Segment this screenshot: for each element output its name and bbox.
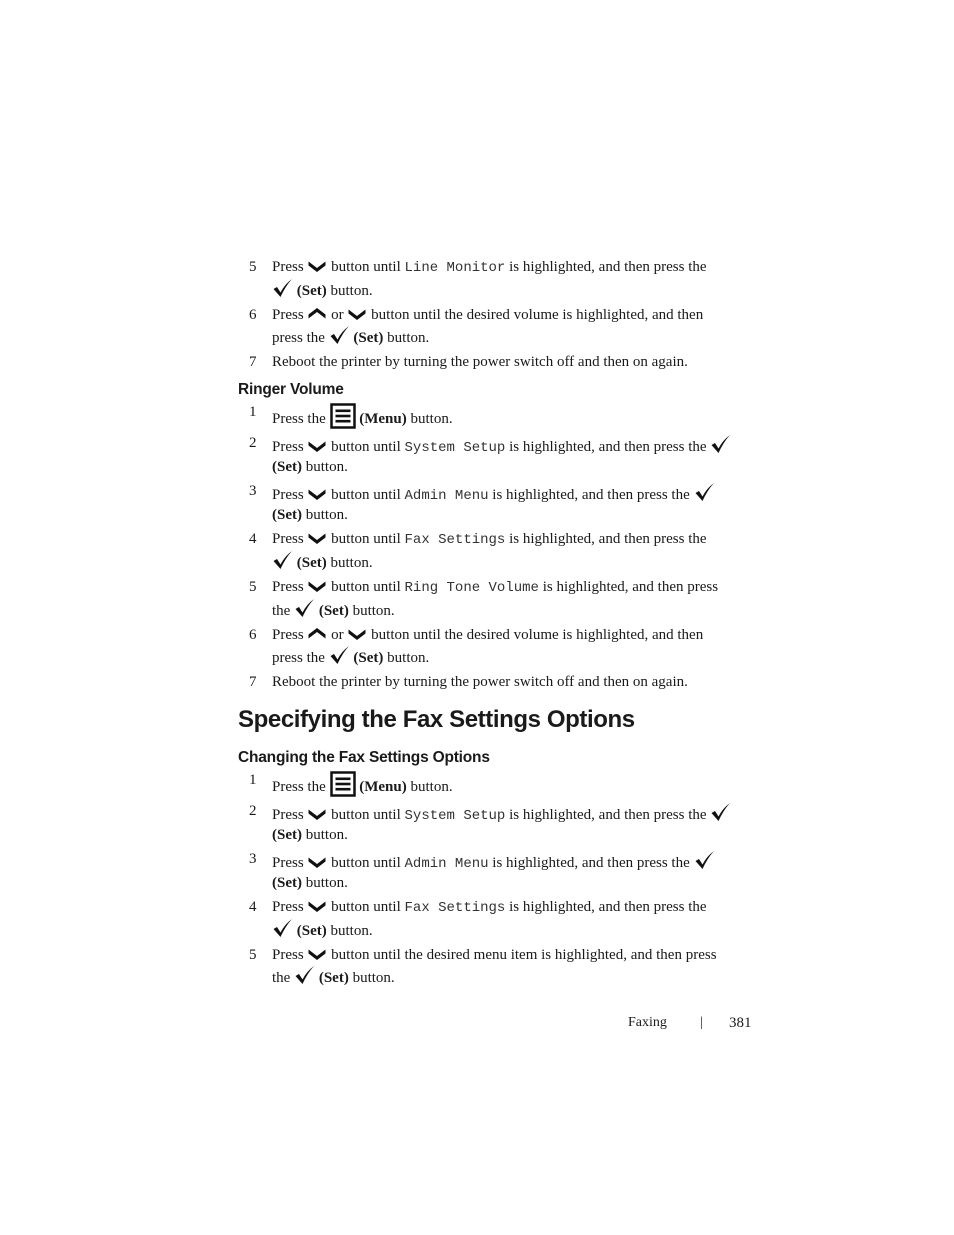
menu-item-name: Line Monitor — [404, 260, 506, 276]
button-name: (Set) — [318, 970, 349, 986]
check-icon — [329, 645, 350, 665]
step-text: Reboot the printer by turning the power switch off and then on again. — [272, 674, 688, 690]
check-icon — [272, 278, 293, 298]
step-text: button. — [406, 411, 453, 427]
step-text: button until the desired volume is highlighted, and then — [367, 627, 704, 643]
step-text: Press — [272, 947, 308, 963]
check-icon — [272, 918, 293, 938]
step-text: button. — [302, 875, 348, 891]
step-text: is highlighted, and then press the — [488, 855, 694, 871]
step-number: 6 — [249, 307, 257, 323]
step-text: button. — [326, 555, 373, 571]
step-text: button until the desired menu item is highlighted, and then press — [327, 947, 717, 963]
step-text: button. — [326, 283, 373, 299]
steps-fax-settings — [238, 771, 738, 988]
step-text: Press — [272, 855, 308, 871]
step-text: Press — [272, 807, 308, 823]
step-number: 3 — [249, 851, 257, 867]
page-number: 381 — [729, 1015, 752, 1031]
step-number: 2 — [249, 803, 257, 819]
step-text: button until — [327, 855, 405, 871]
step-item — [238, 673, 738, 692]
down-arrow-icon — [347, 626, 367, 642]
step-text: or — [327, 627, 348, 643]
step-text: Press — [272, 627, 308, 643]
step-text: button. — [326, 923, 373, 939]
menu-icon — [330, 403, 356, 429]
step-number: 5 — [249, 947, 257, 963]
step-text: button until — [327, 487, 405, 503]
menu-item-name: System Setup — [404, 440, 506, 456]
menu-item-name: Ring Tone Volume — [404, 580, 539, 596]
step-number: 5 — [249, 579, 257, 595]
step-text: button. — [406, 779, 453, 795]
button-name: (Menu) — [359, 779, 407, 795]
ringer-volume-heading: Ringer Volume — [238, 381, 344, 398]
step-text: button. — [348, 603, 395, 619]
button-name: (Set) — [353, 330, 384, 346]
check-icon — [294, 965, 315, 985]
step-text: Press — [272, 487, 308, 503]
menu-item-name: Admin Menu — [404, 856, 489, 872]
down-arrow-icon — [307, 578, 327, 594]
check-icon — [329, 325, 350, 345]
button-name: (Set) — [353, 650, 384, 666]
step-number: 4 — [249, 531, 257, 547]
up-arrow-icon — [307, 306, 327, 322]
down-arrow-icon — [307, 946, 327, 962]
step-text: Press the — [272, 779, 330, 795]
step-item — [238, 850, 738, 893]
step-text: button. — [383, 330, 430, 346]
step-text: Press the — [272, 411, 330, 427]
step-text: is highlighted, and then press the — [505, 439, 711, 455]
page-title: Specifying the Fax Settings Options — [238, 706, 635, 733]
step-item — [238, 771, 738, 797]
down-arrow-icon — [307, 530, 327, 546]
check-icon — [694, 482, 715, 502]
menu-item-name: System Setup — [404, 808, 506, 824]
check-icon — [694, 850, 715, 870]
page-content — [238, 258, 738, 993]
down-arrow-icon — [307, 486, 327, 502]
step-text: button. — [302, 459, 348, 475]
step-number: 4 — [249, 899, 257, 915]
step-number: 7 — [249, 354, 257, 370]
button-name: (Set) — [296, 283, 327, 299]
step-item — [238, 306, 738, 348]
menu-item-name: Fax Settings — [404, 532, 506, 548]
button-name: (Set) — [272, 875, 302, 891]
up-arrow-icon — [307, 626, 327, 642]
step-text: button. — [302, 827, 348, 843]
down-arrow-icon — [307, 258, 327, 274]
step-item — [238, 578, 738, 621]
step-number: 1 — [249, 772, 257, 788]
footer-section-name: Faxing — [628, 1015, 667, 1030]
step-text: button. — [383, 650, 430, 666]
step-text: or — [327, 307, 348, 323]
check-icon — [710, 802, 731, 822]
button-name: (Menu) — [359, 411, 407, 427]
step-text: is highlighted, and then press the — [488, 487, 694, 503]
check-icon — [294, 598, 315, 618]
step-text: is highlighted, and then press the — [505, 259, 707, 275]
step-item — [238, 434, 738, 477]
step-number: 7 — [249, 674, 257, 690]
step-text: the — [272, 970, 295, 986]
steps-line-monitor — [238, 258, 738, 372]
step-item — [238, 258, 738, 301]
button-name: (Set) — [318, 603, 349, 619]
step-text: the — [272, 603, 295, 619]
step-text: press the — [272, 650, 329, 666]
menu-item-name: Admin Menu — [404, 488, 489, 504]
step-number: 1 — [249, 404, 257, 420]
step-text: button. — [348, 970, 395, 986]
step-text: Press — [272, 899, 308, 915]
step-item — [238, 626, 738, 668]
step-text: button until — [327, 531, 405, 547]
down-arrow-icon — [307, 854, 327, 870]
step-text: button until — [327, 259, 405, 275]
step-number: 3 — [249, 483, 257, 499]
step-text: Press — [272, 259, 308, 275]
step-text: is highlighted, and then press the — [505, 807, 711, 823]
step-text: button until — [327, 439, 405, 455]
step-text: button until — [327, 899, 405, 915]
footer-separator: | — [700, 1015, 703, 1030]
button-name: (Set) — [272, 827, 302, 843]
step-number: 5 — [249, 259, 257, 275]
step-text: button until — [327, 807, 405, 823]
step-text: press the — [272, 330, 329, 346]
step-text: is highlighted, and then press — [538, 579, 719, 595]
down-arrow-icon — [307, 898, 327, 914]
step-text: is highlighted, and then press the — [505, 531, 707, 547]
button-name: (Set) — [296, 555, 327, 571]
step-item — [238, 482, 738, 525]
step-number: 2 — [249, 435, 257, 451]
button-name: (Set) — [296, 923, 327, 939]
step-text: button until — [327, 579, 405, 595]
steps-ringer-volume — [238, 403, 738, 692]
step-text: Press — [272, 531, 308, 547]
menu-item-name: Fax Settings — [404, 900, 506, 916]
button-name: (Set) — [272, 507, 302, 523]
step-item — [238, 403, 738, 429]
down-arrow-icon — [307, 438, 327, 454]
button-name: (Set) — [272, 459, 302, 475]
step-text: Reboot the printer by turning the power switch off and then on again. — [272, 354, 688, 370]
step-text: Press — [272, 307, 308, 323]
down-arrow-icon — [347, 306, 367, 322]
step-item — [238, 530, 738, 573]
step-text: button. — [302, 507, 348, 523]
check-icon — [710, 434, 731, 454]
step-text: button until the desired volume is highlighted, and then — [367, 307, 704, 323]
step-item — [238, 802, 738, 845]
step-text: Press — [272, 579, 308, 595]
step-number: 6 — [249, 627, 257, 643]
step-item — [238, 353, 738, 372]
changing-fax-settings-heading: Changing the Fax Settings Options — [238, 749, 490, 766]
step-text: Press — [272, 439, 308, 455]
menu-icon — [330, 771, 356, 797]
step-text: is highlighted, and then press the — [505, 899, 707, 915]
step-item — [238, 898, 738, 941]
step-item — [238, 946, 738, 988]
check-icon — [272, 550, 293, 570]
down-arrow-icon — [307, 806, 327, 822]
